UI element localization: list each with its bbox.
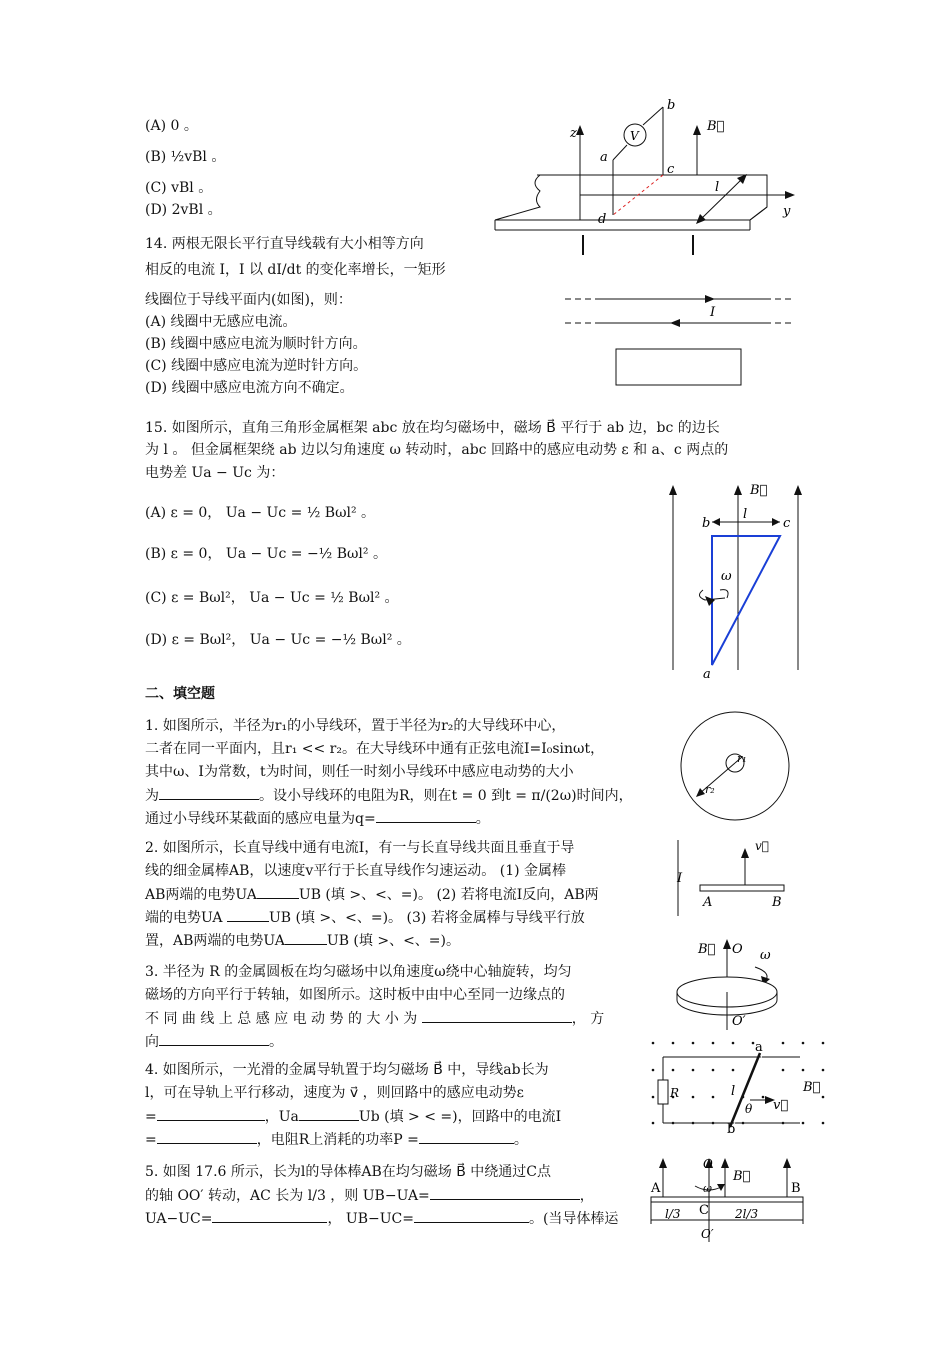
f1-line-4-prefix: 为	[145, 788, 159, 804]
q13-label-v: V	[630, 129, 639, 143]
f3-label-omega: ω	[760, 948, 771, 963]
q14-option-b: (B) 线圈中感应电流为顺时针方向。	[145, 336, 367, 352]
f1-line-2: 二者在同一平面内，且r₁ << r₂。在大导线环中通有正弦电流I=I₀sinωt，	[145, 741, 605, 757]
f2-line-5-prefix: 置，AB两端的电势UA	[145, 933, 285, 949]
f2-line-3-prefix: AB两端的电势UA	[145, 887, 257, 903]
f4-label-bfield: B⃗	[803, 1080, 821, 1095]
f4-label-r: R	[670, 1086, 680, 1100]
f1-figure	[675, 710, 800, 825]
f1-line-5	[145, 808, 490, 829]
f3-line-2: 磁场的方向平行于转轴，如图所示。这时板中由中心至同一边缘点的	[145, 987, 565, 1003]
f4-line-4-mid: ，电阻R上消耗的功率P =	[256, 1132, 419, 1148]
q13-label-l: l	[715, 180, 720, 195]
f4-blank-power[interactable]	[419, 1129, 514, 1144]
f5-line-2-prefix: 的轴 OO′ 转动，AC 长为 l/3 ，则 UB−UA=	[145, 1188, 430, 1204]
f2-blank-3[interactable]	[285, 930, 327, 945]
f3-blank-direction[interactable]	[159, 1031, 269, 1046]
f5-label-l3: l/3	[665, 1207, 681, 1221]
f4-blank-emf[interactable]	[157, 1106, 265, 1121]
f3-line-1: 3. 半径为 R 的金属圆板在均匀磁场中以角速度ω绕中心轴旋转，均匀	[145, 964, 572, 980]
q15-line-1: 15. 如图所示，直角三角形金属框架 abc 放在均匀磁场中，磁场 B⃗ 平行于 ab 边，bc 的边长	[145, 420, 720, 436]
f2-line-3	[145, 884, 599, 905]
f4-figure	[645, 1035, 830, 1135]
f4-label-b: b	[727, 1122, 736, 1137]
f5-line-3	[145, 1208, 618, 1229]
f5-line-3-suffix: 。(当导体棒运	[528, 1211, 619, 1227]
q13-label-d: d	[598, 212, 607, 227]
q14-line-2: 相反的电流 I，I 以 dI/dt 的变化率增长，一矩形	[145, 262, 446, 278]
f2-line-4-prefix: 端的电势UA	[145, 910, 227, 926]
f2-label-i: I	[677, 871, 683, 886]
f3-line-4	[145, 1031, 283, 1052]
f2-line-5-suffix: UB (填 >、<、=)。	[326, 933, 460, 949]
f3-line-3-suffix: ， 方	[571, 1011, 605, 1027]
f2-line-1: 2. 如图所示，长直导线中通有电流I，有一与长直导线共面且垂直于导	[145, 840, 575, 856]
f4-label-a: a	[755, 1040, 763, 1055]
f3-line-4-prefix: 向	[145, 1034, 159, 1050]
f5-label-o: O	[703, 1157, 713, 1171]
q15-label-a: a	[703, 667, 711, 682]
f5-line-1: 5. 如图 17.6 所示，长为l的导体棒AB在均匀磁场 B⃗ 中绕通过C点	[145, 1164, 551, 1180]
q14-option-d: (D) 线圈中感应电流方向不确定。	[145, 380, 354, 396]
f4-label-l: l	[731, 1084, 736, 1099]
f5-label-a: A	[651, 1181, 661, 1196]
f5-label-omega: ω	[703, 1182, 712, 1195]
f1-blank-charge[interactable]	[376, 808, 476, 823]
f1-line-5-prefix: 通过小导线环某截面的感应电量为q=	[145, 811, 376, 827]
f2-line-3-suffix: UB (填 >、<、=)。 (2) 若将电流I反向，AB两	[298, 887, 599, 903]
q13-label-c: c	[667, 162, 675, 177]
f4-line-1: 4. 如图所示，一光滑的金属导轨置于均匀磁场 B⃗ 中，导线ab长为	[145, 1062, 549, 1078]
q14-option-c: (C) 线圈中感应电流为逆时针方向。	[145, 358, 368, 374]
q14-line-3: 线圈位于导线平面内(如图)，则：	[145, 292, 352, 308]
f3-label-o-prime: O′	[732, 1014, 746, 1029]
f5-label-o-prime: O′	[701, 1227, 714, 1241]
f3-blank-magnitude[interactable]	[422, 1008, 572, 1023]
f5-blank-ub-ua[interactable]	[430, 1185, 580, 1200]
q15-option-b: (B) ε = 0， Ua − Uc = −½ Bωl² 。	[145, 546, 387, 562]
f1-label-r2: r₂	[705, 783, 715, 796]
f4-blank-current[interactable]	[157, 1129, 257, 1144]
f2-blank-1[interactable]	[257, 884, 299, 899]
f2-figure	[670, 838, 800, 918]
f5-label-2l3: 2l/3	[735, 1207, 759, 1221]
f2-line-4	[145, 907, 585, 928]
q13-label-a: a	[600, 150, 608, 165]
f2-label-b: B	[772, 895, 782, 910]
f5-blank-ua-uc[interactable]	[212, 1208, 327, 1223]
f4-line-4-prefix: =	[145, 1132, 157, 1148]
f4-label-theta: θ	[745, 1102, 753, 1116]
f5-line-3-prefix: UA−UC=	[145, 1211, 213, 1227]
q15-figure	[665, 480, 805, 680]
q14-line-1: 14. 两根无限长平行直导线载有大小相等方向	[145, 236, 424, 252]
q13-option-c: (C) vBl 。	[145, 180, 213, 196]
f1-blank-emf[interactable]	[159, 785, 259, 800]
f4-line-4	[145, 1129, 528, 1150]
f4-line-2: l，可在导轨上平行移动，速度为 v⃗ ，则回路中的感应电动势ε	[145, 1085, 524, 1101]
f5-label-bfield: B⃗	[733, 1169, 751, 1184]
f4-blank-compare[interactable]	[299, 1106, 359, 1121]
f5-label-b: B	[791, 1181, 801, 1196]
f3-label-o: O	[732, 942, 743, 957]
q13-option-b: (B) ½vBl 。	[145, 149, 226, 165]
f5-line-3-mid: ， UB−UC=	[327, 1211, 414, 1227]
q13-option-d: (D) 2vBl 。	[145, 202, 222, 218]
f4-line-3-suffix: Ub (填 > < =)，回路中的电流I	[358, 1109, 562, 1125]
f3-figure	[660, 935, 800, 1035]
f4-line-3	[145, 1106, 561, 1127]
q15-option-d: (D) ε = Bωl²， Ua − Uc = −½ Bωl² 。	[145, 632, 411, 648]
q15-line-3: 电势差 Ua − Uc 为：	[145, 465, 285, 481]
section-title-fill-in: 二、填空题	[145, 686, 215, 702]
q15-option-c: (C) ε = Bωl²， Ua − Uc = ½ Bωl² 。	[145, 590, 399, 606]
q15-label-bfield: B⃗	[750, 483, 768, 498]
f2-line-2: 线的细金属棒AB，以速度v平行于长直导线作匀速运动。 (1) 金属棒	[145, 863, 567, 879]
f4-line-3-mid: ，Ua	[264, 1109, 299, 1125]
q13-label-z: z	[570, 126, 577, 141]
q15-label-omega: ω	[721, 569, 732, 584]
f2-blank-2[interactable]	[227, 907, 269, 922]
f1-line-4-suffix: 。设小导线环的电阻为R，则在t = 0 到t = π/(2ω)时间内，	[259, 788, 633, 804]
f2-line-5	[145, 930, 460, 951]
q15-option-a: (A) ε = 0， Ua − Uc = ½ Bωl² 。	[145, 505, 376, 521]
q13-label-y: y	[783, 204, 791, 219]
f1-line-1: 1. 如图所示，半径为r₁的小导线环，置于半径为r₂的大导线环中心，	[145, 718, 566, 734]
q13-label-bfield: B⃗	[707, 119, 725, 134]
q13-option-a: (A) 0 。	[145, 118, 198, 134]
f3-line-4-suffix: 。	[269, 1034, 283, 1050]
f3-line-3-prefix: 不 同 曲 线 上 总 感 应 电 动 势 的 大 小 为	[145, 1011, 418, 1027]
f4-line-3-prefix: =	[145, 1109, 157, 1125]
f2-label-v: v⃗	[755, 839, 769, 853]
f1-line-5-suffix: 。	[475, 811, 490, 827]
f4-label-v: v⃗	[773, 1098, 789, 1113]
f4-line-4-suffix: 。	[513, 1132, 528, 1148]
q15-line-2: 为 l 。 但金属框架绕 ab 边以匀角速度 ω 转动时，abc 回路中的感应电动势 ε 和 a、c 两点的	[145, 442, 729, 458]
f3-line-3	[145, 1008, 604, 1029]
q14-option-a: (A) 线圈中无感应电流。	[145, 314, 297, 330]
q14-label-i: I	[710, 305, 716, 320]
f5-figure	[645, 1152, 810, 1247]
f1-label-r1: r₁	[737, 752, 747, 765]
f3-label-bfield: B⃗	[698, 942, 716, 957]
f5-blank-ub-uc[interactable]	[414, 1208, 529, 1223]
f5-label-c: C	[699, 1203, 709, 1218]
q14-figure	[565, 290, 800, 390]
f5-line-2	[145, 1185, 594, 1206]
q15-label-l: l	[743, 507, 748, 522]
f1-line-4	[145, 785, 633, 806]
q15-label-b: b	[702, 516, 711, 531]
f5-line-2-suffix: ，	[579, 1188, 594, 1204]
q15-label-c: c	[783, 516, 791, 531]
f2-line-4-suffix: UB (填 >、<、=)。 (3) 若将金属棒与导线平行放	[268, 910, 585, 926]
f1-line-3: 其中ω、I为常数，t为时间，则任一时刻小导线环中感应电动势的大小	[145, 764, 574, 780]
q13-figure	[495, 95, 800, 255]
f2-label-a: A	[703, 895, 713, 910]
q13-label-b: b	[667, 98, 676, 113]
